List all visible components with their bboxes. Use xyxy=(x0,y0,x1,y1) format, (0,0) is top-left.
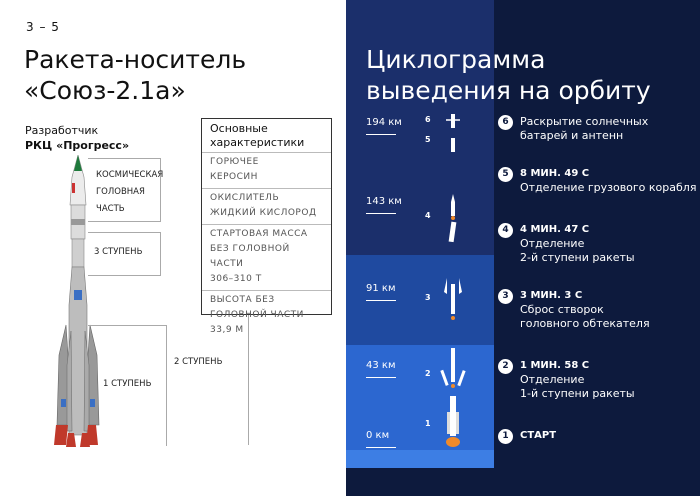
altitude-194: 194 км xyxy=(366,117,402,128)
event-4-line2: 2-й ступени ракеты xyxy=(520,251,635,264)
mass-value: 306–310 Т xyxy=(210,274,262,284)
event-3-time: 3 МИН. 3 С xyxy=(520,290,583,301)
stage1-label: 1 СТУПЕНЬ xyxy=(103,379,152,389)
event-4-line1: Отделение xyxy=(520,237,585,250)
specs-mass xyxy=(202,225,331,291)
oxidizer-value: ЖИДКИЙ КИСЛОРОД xyxy=(210,208,317,218)
event-2-text xyxy=(520,359,635,401)
event-5-line1: Отделение грузового корабля xyxy=(520,181,697,194)
altitude-0-line xyxy=(366,447,396,448)
rocket-title-line1: Ракета-носитель xyxy=(24,45,247,74)
altitude-143: 143 км xyxy=(366,196,402,207)
event-3-line2: головного обтекателя xyxy=(520,317,650,330)
altitude-143-line xyxy=(366,213,396,214)
fuel-value: КЕРОСИН xyxy=(210,172,258,182)
event-6-badge: 6 xyxy=(498,115,513,130)
event-4-time: 4 МИН. 47 С xyxy=(520,224,590,235)
event-1-time: СТАРТ xyxy=(520,430,557,441)
stage-num-5: 5 xyxy=(425,135,431,144)
stage2-label: 2 СТУПЕНЬ xyxy=(174,357,223,367)
ground-band xyxy=(346,450,494,468)
developer-label: Разработчик xyxy=(25,124,99,137)
event-2-badge: 2 xyxy=(498,359,513,374)
left-page xyxy=(0,0,346,496)
mass-label: СТАРТОВАЯ МАССА БЕЗ ГОЛОВНОЙ ЧАСТИ xyxy=(210,229,308,269)
height-value: 33,9 М xyxy=(210,325,244,335)
oxidizer-label: ОКИСЛИТЕЛЬ xyxy=(210,193,280,203)
trajectory-illustration xyxy=(438,112,468,452)
cyclogram-title-line1: Циклограмма xyxy=(366,45,546,74)
stage-num-6: 6 xyxy=(425,115,431,124)
altitude-91: 91 км xyxy=(366,283,396,294)
cyclogram-title-line2: выведения на орбиту xyxy=(366,76,651,105)
event-2-line2: 1-й ступени ракеты xyxy=(520,387,635,400)
specs-header: Основные характеристики xyxy=(202,119,331,153)
event-1-text xyxy=(520,429,556,443)
event-3 xyxy=(498,289,650,331)
height-label: ВЫСОТА БЕЗ ГОЛОВНОЙ ЧАСТИ xyxy=(210,295,304,320)
stage-num-3: 3 xyxy=(425,293,431,302)
stage-num-1: 1 xyxy=(425,419,431,428)
stage-num-4: 4 xyxy=(425,211,431,220)
event-6-text xyxy=(520,115,648,143)
event-1 xyxy=(498,429,556,443)
event-6-line2: батарей и антенн xyxy=(520,129,624,142)
event-5-text xyxy=(520,167,696,195)
stage3-label: 3 СТУПЕНЬ xyxy=(94,247,143,257)
event-3-badge: 3 xyxy=(498,289,513,304)
event-3-text xyxy=(520,289,650,331)
event-4 xyxy=(498,223,635,265)
event-2 xyxy=(498,359,635,401)
event-6 xyxy=(498,115,648,143)
event-1-badge: 1 xyxy=(498,429,513,444)
cyclogram-title xyxy=(366,44,651,106)
head-label: КОСМИЧЕСКАЯ ГОЛОВНАЯ ЧАСТЬ xyxy=(96,170,164,214)
rocket-title xyxy=(24,44,246,106)
altitude-0: 0 км xyxy=(366,430,390,441)
event-5-badge: 5 xyxy=(498,167,513,182)
rocket-title-line2: «Союз-2.1а» xyxy=(24,76,186,105)
fuel-label: ГОРЮЧЕЕ xyxy=(210,157,259,167)
event-4-badge: 4 xyxy=(498,223,513,238)
event-6-line1: Раскрытие солнечных xyxy=(520,115,649,128)
specs-panel xyxy=(201,118,332,335)
event-2-time: 1 МИН. 58 С xyxy=(520,360,590,371)
specs-height xyxy=(202,291,331,341)
altitude-43-line xyxy=(366,377,396,378)
event-2-line1: Отделение xyxy=(520,373,585,386)
page-number: 3 – 5 xyxy=(26,20,60,34)
developer-name: РКЦ «Прогресс» xyxy=(25,139,130,152)
event-3-line1: Сброс створок xyxy=(520,303,604,316)
altitude-194-line xyxy=(366,134,396,135)
specs-fuel xyxy=(202,153,331,189)
event-5 xyxy=(498,167,696,195)
specs-oxidizer xyxy=(202,189,331,225)
altitude-43: 43 км xyxy=(366,360,396,371)
event-5-time: 8 МИН. 49 С xyxy=(520,168,590,179)
stage-num-2: 2 xyxy=(425,369,431,378)
event-4-text xyxy=(520,223,635,265)
altitude-91-line xyxy=(366,300,396,301)
